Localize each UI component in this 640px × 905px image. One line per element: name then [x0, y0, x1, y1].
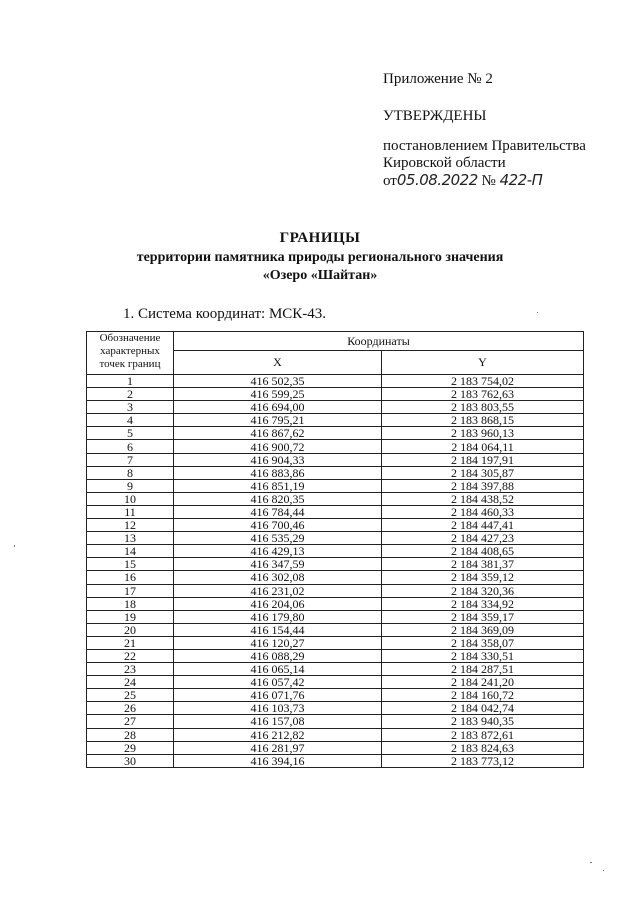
title-line-3: «Озеро «Шайтан» — [262, 268, 378, 283]
y-coordinate-cell: 2 183 824,63 — [382, 741, 584, 754]
point-number-cell: 13 — [87, 532, 174, 545]
x-coordinate-cell: 416 904,33 — [174, 453, 382, 466]
title-line-2: территории памятника природы регионального значения — [136, 250, 504, 265]
point-number-cell: 21 — [87, 636, 174, 649]
point-number-cell: 1 — [87, 375, 174, 388]
coordinates-table — [86, 331, 584, 768]
table-row — [87, 558, 584, 571]
point-number-cell: 15 — [87, 558, 174, 571]
scan-speck — [603, 870, 604, 871]
point-number-cell: 23 — [87, 663, 174, 676]
y-coordinate-cell: 2 183 872,61 — [382, 728, 584, 741]
y-coordinate-cell: 2 184 397,88 — [382, 479, 584, 492]
date-prefix: от — [383, 173, 397, 189]
table-row — [87, 545, 584, 558]
point-number-cell: 26 — [87, 702, 174, 715]
y-coordinate-cell: 2 184 042,74 — [382, 702, 584, 715]
point-number-cell: 30 — [87, 754, 174, 767]
y-coordinate-cell: 2 184 359,12 — [382, 571, 584, 584]
table-row — [87, 663, 584, 676]
y-coordinate-cell: 2 183 940,35 — [382, 715, 584, 728]
table-row — [87, 453, 584, 466]
x-coordinate-cell: 416 867,62 — [174, 427, 382, 440]
table-row — [87, 479, 584, 492]
table-row — [87, 584, 584, 597]
x-coordinate-cell: 416 795,21 — [174, 414, 382, 427]
point-number-cell: 5 — [87, 427, 174, 440]
point-number-cell: 25 — [87, 689, 174, 702]
y-coordinate-cell: 2 184 334,92 — [382, 597, 584, 610]
y-coordinate-cell: 2 183 960,13 — [382, 427, 584, 440]
coordinates-column-header: Координаты — [174, 332, 584, 351]
point-number-cell: 6 — [87, 440, 174, 453]
point-number-cell: 27 — [87, 715, 174, 728]
y-coordinate-cell: 2 184 064,11 — [382, 440, 584, 453]
point-number-cell: 24 — [87, 676, 174, 689]
x-coordinate-cell: 416 088,29 — [174, 649, 382, 662]
point-number-cell: 3 — [87, 401, 174, 414]
table-row — [87, 689, 584, 702]
x-coordinate-cell: 416 071,76 — [174, 689, 382, 702]
y-coordinate-cell: 2 184 408,65 — [382, 545, 584, 558]
x-coordinate-cell: 416 231,02 — [174, 584, 382, 597]
y-coordinate-cell: 2 184 287,51 — [382, 663, 584, 676]
x-coordinate-cell: 416 204,06 — [174, 597, 382, 610]
y-coordinate-cell: 2 184 320,36 — [382, 584, 584, 597]
table-row — [87, 492, 584, 505]
x-coordinate-cell: 416 302,08 — [174, 571, 382, 584]
x-coordinate-cell: 416 694,00 — [174, 401, 382, 414]
y-coordinate-cell: 2 184 160,72 — [382, 689, 584, 702]
decree-line-1: постановлением Правительства — [383, 138, 586, 154]
y-coordinate-cell: 2 184 427,23 — [382, 532, 584, 545]
appendix-label: Приложение № 2 — [383, 71, 493, 87]
decree-date-line — [383, 172, 586, 190]
table-row — [87, 623, 584, 636]
y-coordinate-cell: 2 184 305,87 — [382, 466, 584, 479]
y-coordinate-cell: 2 184 460,33 — [382, 505, 584, 518]
x-coordinate-cell: 416 784,44 — [174, 505, 382, 518]
x-coordinate-cell: 416 154,44 — [174, 623, 382, 636]
table-row — [87, 519, 584, 532]
y-coordinate-cell: 2 184 197,91 — [382, 453, 584, 466]
point-number-cell: 18 — [87, 597, 174, 610]
table-row — [87, 414, 584, 427]
x-coordinate-cell: 416 347,59 — [174, 558, 382, 571]
point-number-cell: 28 — [87, 728, 174, 741]
x-coordinate-cell: 416 103,73 — [174, 702, 382, 715]
point-number-cell: 8 — [87, 466, 174, 479]
point-number-cell: 29 — [87, 741, 174, 754]
table-row — [87, 754, 584, 767]
table-row — [87, 375, 584, 388]
approved-label: УТВЕРЖДЕНЫ — [383, 108, 487, 124]
scan-speck — [590, 862, 592, 863]
table-row — [87, 702, 584, 715]
x-coordinate-cell: 416 502,35 — [174, 375, 382, 388]
table-row — [87, 741, 584, 754]
decree-line-2: Кировской области — [383, 155, 506, 171]
y-coordinate-cell: 2 184 330,51 — [382, 649, 584, 662]
number-prefix: № — [481, 173, 496, 189]
table-row — [87, 571, 584, 584]
point-number-cell: 20 — [87, 623, 174, 636]
x-coordinate-cell: 416 057,42 — [174, 676, 382, 689]
point-number-cell: 4 — [87, 414, 174, 427]
y-coordinate-cell: 2 184 447,41 — [382, 519, 584, 532]
y-coordinate-cell: 2 184 381,37 — [382, 558, 584, 571]
x-coordinate-cell: 416 429,13 — [174, 545, 382, 558]
x-coordinate-cell: 416 883,86 — [174, 466, 382, 479]
table-row — [87, 440, 584, 453]
point-number-cell: 2 — [87, 388, 174, 401]
handwritten-date: 05.08.2022 — [396, 171, 478, 189]
table-row — [87, 532, 584, 545]
scan-speck — [537, 312, 538, 313]
y-coordinate-cell: 2 183 773,12 — [382, 754, 584, 767]
x-coordinate-cell: 416 851,19 — [174, 479, 382, 492]
table-row — [87, 505, 584, 518]
x-coordinate-cell: 416 212,82 — [174, 728, 382, 741]
table-row — [87, 715, 584, 728]
y-coordinate-cell: 2 184 369,09 — [382, 623, 584, 636]
point-number-cell: 9 — [87, 479, 174, 492]
table-row — [87, 676, 584, 689]
x-coordinate-cell: 416 700,46 — [174, 519, 382, 532]
table-row — [87, 401, 584, 414]
table-row — [87, 427, 584, 440]
decree-block — [383, 138, 586, 190]
y-coordinate-cell: 2 184 438,52 — [382, 492, 584, 505]
x-coordinate-cell: 416 394,16 — [174, 754, 382, 767]
point-number-cell: 10 — [87, 492, 174, 505]
y-coordinate-cell: 2 183 754,02 — [382, 375, 584, 388]
x-column-header: X — [174, 351, 382, 375]
table-row — [87, 597, 584, 610]
point-column-header: Обозначение характерных точек границ — [87, 332, 174, 375]
point-number-cell: 19 — [87, 610, 174, 623]
x-coordinate-cell: 416 179,80 — [174, 610, 382, 623]
table-row — [87, 728, 584, 741]
y-column-header: Y — [382, 351, 584, 375]
y-coordinate-cell: 2 184 358,07 — [382, 636, 584, 649]
scan-speck — [14, 545, 15, 547]
table-row — [87, 649, 584, 662]
point-number-cell: 22 — [87, 649, 174, 662]
point-number-cell: 11 — [87, 505, 174, 518]
y-coordinate-cell: 2 183 762,63 — [382, 388, 584, 401]
y-coordinate-cell: 2 184 241,20 — [382, 676, 584, 689]
table-row — [87, 636, 584, 649]
coordinates-table-body — [87, 375, 584, 768]
y-coordinate-cell: 2 183 868,15 — [382, 414, 584, 427]
y-coordinate-cell: 2 183 803,55 — [382, 401, 584, 414]
document-title — [0, 229, 640, 285]
point-number-cell: 16 — [87, 571, 174, 584]
table-row — [87, 388, 584, 401]
point-number-cell: 7 — [87, 453, 174, 466]
x-coordinate-cell: 416 535,29 — [174, 532, 382, 545]
point-number-cell: 14 — [87, 545, 174, 558]
table-row — [87, 466, 584, 479]
x-coordinate-cell: 416 065,14 — [174, 663, 382, 676]
x-coordinate-cell: 416 900,72 — [174, 440, 382, 453]
x-coordinate-cell: 416 120,27 — [174, 636, 382, 649]
x-coordinate-cell: 416 157,08 — [174, 715, 382, 728]
x-coordinate-cell: 416 599,25 — [174, 388, 382, 401]
x-coordinate-cell: 416 820,35 — [174, 492, 382, 505]
point-number-cell: 17 — [87, 584, 174, 597]
coordinate-system-label: 1. Система координат: МСК-43. — [123, 306, 327, 322]
handwritten-number: 422-П — [499, 171, 543, 189]
y-coordinate-cell: 2 184 359,17 — [382, 610, 584, 623]
table-row — [87, 610, 584, 623]
title-line-1: ГРАНИЦЫ — [279, 230, 361, 246]
point-number-cell: 12 — [87, 519, 174, 532]
x-coordinate-cell: 416 281,97 — [174, 741, 382, 754]
